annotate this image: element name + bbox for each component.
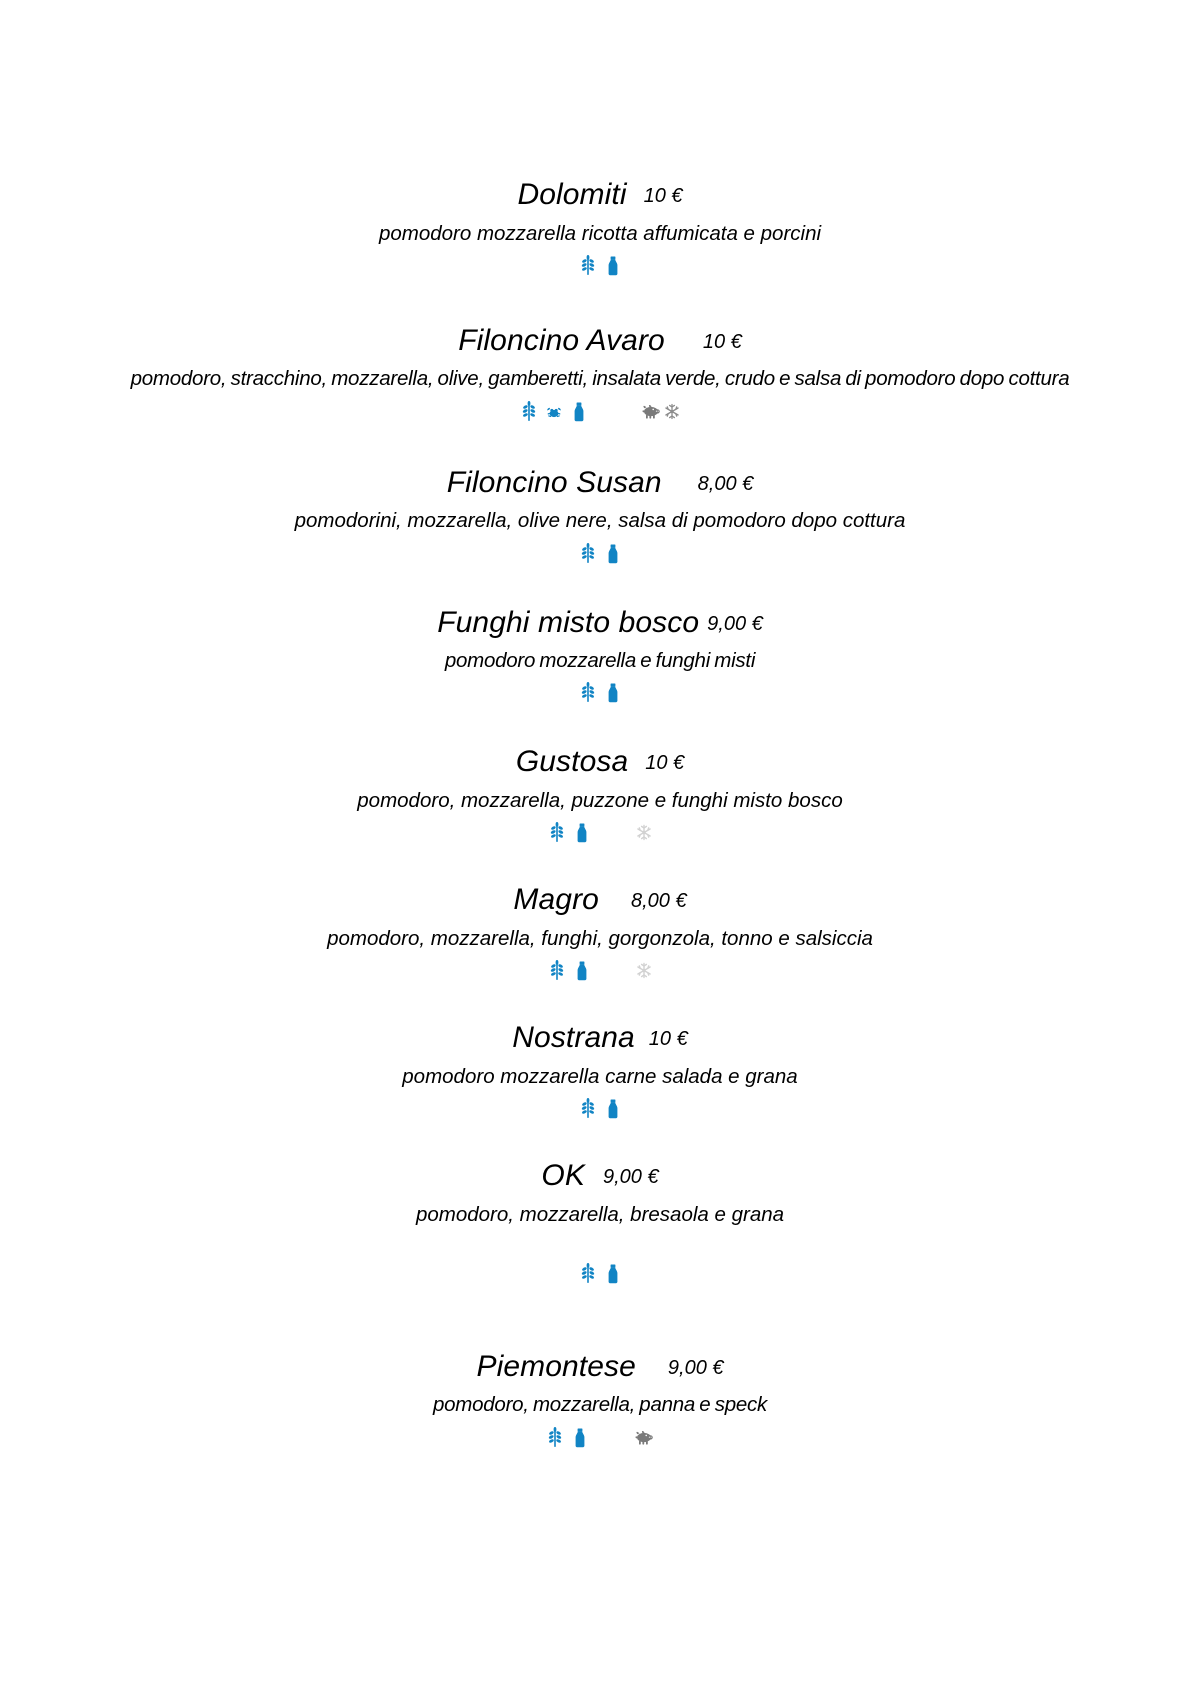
- milk-bottle-icon: [573, 960, 591, 982]
- menu-item-name: Filoncino Avaro: [458, 323, 665, 357]
- menu-item: [100, 1350, 1100, 1450]
- menu-item-name: Gustosa: [515, 745, 629, 779]
- allergen-icon-group: [635, 822, 653, 844]
- milk-bottle-icon: [604, 543, 622, 565]
- menu-item: [100, 178, 1100, 278]
- gluten-wheat-icon: [579, 682, 597, 704]
- menu-item-description: pomodoro, mozzarella, bresaola e grana: [415, 1202, 785, 1226]
- menu-item: [100, 466, 1100, 566]
- menu-item-description: pomodorini, mozzarella, olive nere, salsa di pomodoro dopo cottura: [294, 509, 906, 533]
- menu-item-description: pomodoro, mozzarella, panna e speck: [432, 1393, 767, 1417]
- menu-item-description: pomodoro, mozzarella, puzzone e funghi misto bosco: [357, 788, 843, 812]
- menu-item-price: 8,00 €: [630, 890, 687, 913]
- allergen-icon-group: [546, 1427, 589, 1449]
- milk-bottle-icon: [604, 1098, 622, 1120]
- allergen-icon-group: [548, 960, 591, 982]
- milk-bottle-icon: [604, 255, 622, 277]
- menu-item-name: Magro: [513, 883, 599, 917]
- gluten-wheat-icon: [579, 1263, 597, 1285]
- menu-item: [100, 1159, 1100, 1286]
- menu-item-name: Piemontese: [476, 1349, 636, 1383]
- snowflake-icon: [635, 822, 653, 844]
- allergen-icon-row: [100, 254, 1100, 278]
- menu-item-price: 10 €: [645, 752, 685, 775]
- menu-item-heading: [100, 324, 1100, 358]
- menu-item-description: pomodoro, mozzarella, funghi, gorgonzola, tonno e salsiccia: [327, 926, 873, 950]
- gluten-wheat-icon: [579, 543, 597, 565]
- menu-item: [100, 745, 1100, 845]
- pig-icon: [640, 401, 662, 423]
- gluten-wheat-icon: [579, 1098, 597, 1120]
- menu-item-heading: [100, 1021, 1100, 1055]
- gluten-wheat-icon: [548, 822, 566, 844]
- menu-item-price: 10 €: [648, 1028, 688, 1051]
- menu-item: [100, 883, 1100, 983]
- milk-bottle-icon: [604, 1263, 622, 1285]
- allergen-icon-row: [100, 400, 1100, 424]
- menu-item-name: Filoncino Susan: [446, 465, 662, 499]
- allergen-icon-row: [100, 1426, 1100, 1450]
- menu-item-price: 10 €: [643, 185, 683, 207]
- menu-item-heading: [100, 606, 1100, 640]
- allergen-icon-row: [100, 542, 1100, 566]
- gluten-wheat-icon: [520, 401, 538, 423]
- menu-item-description: pomodoro mozzarella ricotta affumicata e porcini: [378, 221, 822, 245]
- allergen-icon-row: [100, 681, 1100, 705]
- menu-item-price: 9,00 €: [667, 1356, 724, 1379]
- allergen-icon-row: [100, 1262, 1100, 1286]
- menu-item-name: Funghi misto bosco: [437, 605, 700, 639]
- allergen-icon-group: [579, 255, 622, 277]
- milk-bottle-icon: [573, 822, 591, 844]
- milk-bottle-icon: [604, 682, 622, 704]
- menu-item-heading: [100, 466, 1100, 500]
- menu-item-name: Nostrana: [512, 1021, 635, 1055]
- menu-item-heading: [100, 1159, 1100, 1193]
- menu-item-heading: [100, 883, 1100, 917]
- milk-bottle-icon: [570, 401, 588, 423]
- menu-item-description: pomodoro mozzarella e funghi misti: [444, 649, 756, 673]
- snowflake-icon: [663, 401, 681, 423]
- gluten-wheat-icon: [546, 1427, 564, 1449]
- menu-item: [100, 324, 1100, 424]
- menu-item-price: 9,00 €: [602, 1165, 659, 1188]
- allergen-icon-group: [579, 1098, 622, 1120]
- menu-item-heading: [100, 1350, 1100, 1384]
- menu-item-heading: [100, 178, 1100, 212]
- menu-item: [100, 606, 1100, 706]
- allergen-icon-group: [548, 822, 591, 844]
- menu-item: [100, 1021, 1100, 1121]
- allergen-icon-row: [100, 821, 1100, 845]
- menu-item-price: 9,00 €: [707, 612, 763, 635]
- gluten-wheat-icon: [579, 255, 597, 277]
- menu-item-name: OK: [541, 1158, 585, 1192]
- menu-item-description: pomodoro mozzarella carne salada e grana: [402, 1064, 798, 1088]
- menu-item-list: [0, 178, 1200, 1450]
- allergen-icon-group: [640, 401, 681, 423]
- allergen-icon-row: [100, 1097, 1100, 1121]
- snowflake-icon: [635, 960, 653, 982]
- crustacean-icon: [545, 401, 563, 423]
- allergen-icon-group: [635, 960, 653, 982]
- allergen-icon-row: [100, 959, 1100, 983]
- allergen-icon-group: [520, 401, 588, 423]
- allergen-icon-group: [579, 1263, 622, 1285]
- milk-bottle-icon: [571, 1427, 589, 1449]
- allergen-icon-group: [579, 543, 622, 565]
- menu-item-price: 8,00 €: [697, 472, 754, 495]
- pig-icon: [633, 1427, 655, 1449]
- allergen-icon-group: [579, 682, 622, 704]
- menu-item-description: pomodoro, stracchino, mozzarella, olive, gamberetti, insalata verde, crudo e salsa di pomodoro dopo cottura: [130, 367, 1070, 391]
- gluten-wheat-icon: [548, 960, 566, 982]
- menu-item-heading: [100, 745, 1100, 779]
- menu-item-price: 10 €: [702, 330, 742, 353]
- allergen-icon-group: [633, 1427, 655, 1449]
- menu-item-name: Dolomiti: [517, 178, 627, 211]
